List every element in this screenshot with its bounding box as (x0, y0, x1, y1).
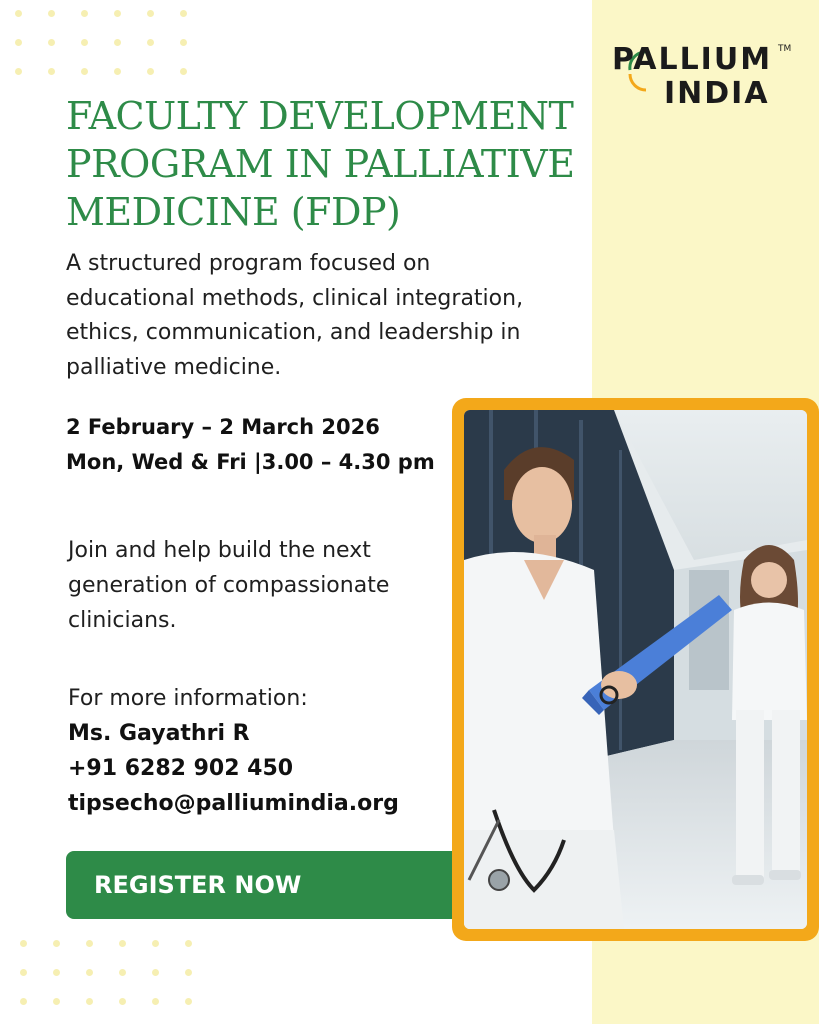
pallium-india-logo (612, 42, 802, 122)
logo-text-india: INDIA (664, 76, 770, 111)
program-title: FACULTY DEVELOPMENT PROGRAM IN PALLIATIVE MEDICINE (FDP) (66, 94, 575, 234)
trademark-mark: TM (778, 44, 792, 54)
schedule (66, 410, 466, 480)
decorative-dots-bottom (20, 940, 192, 1005)
decorative-dots-top (15, 10, 187, 75)
call-to-action-text: Join and help build the next generation of compassionate clinicians. (68, 538, 390, 633)
photo-frame (452, 398, 819, 941)
schedule-days-time: Mon, Wed & Fri |3.00 – 4.30 pm (66, 450, 435, 474)
contact-label: For more information: (68, 686, 308, 711)
program-description: A structured program focused on educational methods, clinical integration, ethics, communication, and leadership in palliative medicine. (66, 251, 524, 380)
logo-text-pallium: PALLIUM (612, 42, 773, 77)
schedule-dates: 2 February – 2 March 2026 (66, 415, 380, 439)
register-now-button[interactable]: REGISTER NOW (66, 851, 486, 919)
contact-name: Ms. Gayathri R (68, 721, 250, 746)
contact-phone[interactable]: +91 6282 902 450 (68, 756, 294, 781)
contact-info (68, 681, 448, 821)
contact-email[interactable]: tipsecho@palliumindia.org (68, 791, 399, 816)
hospital-corridor-photo (464, 410, 807, 929)
